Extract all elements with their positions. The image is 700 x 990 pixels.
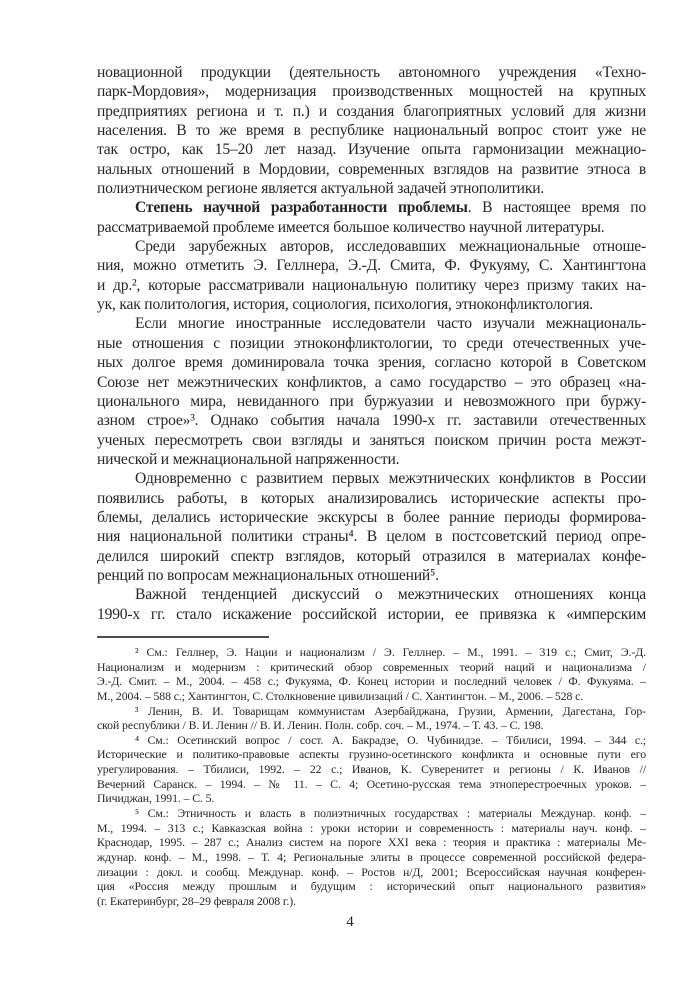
footnotes-block: [97, 645, 646, 909]
footnote-line: Национализм и модернизм : критический обзор современных теорий наций и национализма /: [97, 659, 646, 674]
footnote-line: ⁵ См.: Этничность и власть в полиэтничных государствах : материалы Междунар. конф. –: [135, 806, 646, 821]
text-line: новационной продукции (деятельность автономного учреждения «Техно-: [97, 64, 646, 81]
footnote-line: Исторические и политико-правовые аспекты грузино-осетинского конфликта и основные пути его: [97, 747, 646, 762]
footnote-line: урегулирования. – Тбилиси, 1992. – 22 с.; Иванов, К. Суверенитет и регионы / К. Иванов //: [97, 762, 646, 777]
text-line: ные отношения с позиции этноконфликтологии, то среди отечественных уче-: [97, 334, 646, 352]
text-line: парк-Мордовия», модернизация производственных мощностей на крупных: [97, 83, 646, 101]
text-line: Среди зарубежных авторов, исследовавших межнациональные отноше-: [135, 238, 646, 256]
footnote-line: ждунар. конф. – М., 1998. – Т. 4; Региональные элиты в процессе современной российской федера-: [97, 849, 646, 864]
text-line: ния, можно отметить Э. Геллнера, Э.-Д. Смита, Ф. Фукуяму, С. Хантингтона: [97, 257, 646, 275]
text-line: населения. В то же время в республике национальный вопрос стоит уже не: [97, 122, 646, 140]
text-line: ния национальной политики страны⁴. В целом в постсоветский период опре-: [97, 528, 646, 546]
text-line: . В настоящее время по: [467, 199, 646, 217]
body-text: [97, 63, 646, 624]
text-line: ционального мира, невиданного при буржуазии и невозможного при буржу-: [97, 392, 646, 410]
text-line: полиэтническом регионе является актуальной задачей этнополитики.: [97, 180, 545, 198]
text-line: ренций по вопросам межнациональных отношений⁵.: [97, 566, 439, 584]
footnote-line: ³ Ленин, В. И. Товарищам коммунистам Азербайджана, Грузии, Армении, Дагестана, Гор-: [135, 703, 646, 718]
text-line: рассматриваемой проблеме имеется большое количество научной литературы.: [97, 218, 605, 236]
text-line: ных долгое время доминировала точка зрения, согласно которой в Советском: [97, 354, 646, 372]
text-line: Союзе нет межэтнических конфликтов, а само государство – это образец «на-: [97, 373, 646, 391]
footnote-line: ской республики / В. И. Ленин // В. И. Ленин. Полн. собр. соч. – М., 1974. – Т. 43. – С. 198.: [97, 718, 544, 733]
text-line: ук, как политология, история, социология, психология, этноконфликтология.: [97, 296, 594, 314]
footnote-line: лизации : докл. и сообщ. Междунар. конф. – Ростов н/Д, 2001; Всероссийская научная конферен-: [97, 864, 646, 879]
text-line: Если многие иностранные исследователи часто изучали межнациональ-: [135, 315, 646, 333]
footnote-line: М., 2004. – 588 с.; Хантингтон, С. Столкновение цивилизаций / С. Хантингтон. – М., 2006. – 528 с.: [97, 688, 584, 703]
text-line: так остро, как 15–20 лет назад. Изучение опыта гармонизации межнацио-: [97, 141, 646, 159]
page-number: 4: [346, 914, 354, 930]
text-line: появились работы, в которых анализировались исторические аспекты про-: [97, 489, 646, 507]
text-line: нальных отношений в Мордовии, современных взглядов на развитие этноса в: [97, 160, 646, 178]
section-heading: Степень научной разработанности проблемы: [135, 199, 468, 217]
text-line: и др.², которые рассматривали национальную политику через призму таких на-: [97, 276, 646, 294]
footnote-line: ция «Россия между прошлым и будущим : исторический опыт национального развития»: [97, 879, 646, 894]
text-line: делился широкий спектр взглядов, который отразился в материалах конфе-: [97, 547, 646, 565]
text-line: Одновременно с развитием первых межэтнических конфликтов в России: [135, 470, 646, 488]
footnote-line: Э.-Д. Смит. – М., 2004. – 458 с.; Фукуяма, Ф. Конец истории и последний человек / Ф. Фукуяма. –: [97, 674, 646, 689]
footnote-line: Пичиджан, 1991. – С. 5.: [97, 791, 215, 806]
text-line: ученых пересмотреть свои взгляды и заняться поиском причин роста межэт-: [97, 431, 646, 449]
text-line: азном строе»³. Однако события начала 1990-х гг. заставили отечественных: [97, 412, 646, 430]
footnote-line: ² См.: Геллнер, Э. Нации и национализм / Э. Геллнер. – М., 1991. – 319 с.; Смит, Э.-Д.: [135, 645, 646, 659]
text-line: Важной тенденцией дискуссий о межэтнических отношениях конца: [135, 586, 646, 604]
text-line: блемы, делались исторические экскурсы в более ранние периоды формирова-: [97, 508, 646, 526]
text-line: нической и межнациональной напряженности.: [97, 450, 400, 468]
footnote-line: Вечерний Саранск. – 1994. – № 11. – С. 4; Осетино-русская тема этноперестроечных уроков. –: [97, 776, 646, 791]
text-line: 1990-х гг. стало искажение российской истории, ее привязка к «имперским: [97, 605, 646, 623]
footnote-line: Краснодар, 1995. – 287 с.; Анализ систем на пороге XXI века : теория и практика : материалы Ме-: [97, 835, 646, 850]
text-line: предприятиях региона и т. п.) и создания благоприятных условий для жизни: [97, 102, 646, 120]
text-line: [97, 198, 646, 217]
footnote-separator: [97, 636, 269, 638]
footnote-line: (г. Екатеринбург, 28–29 февраля 2008 г.).: [97, 893, 296, 908]
footnote-line: М., 1994. – 313 с.; Кавказская война : уроки истории и современность : материалы науч. конф. –: [97, 820, 646, 835]
footnote-line: ⁴ См.: Осетинский вопрос / сост. А. Бакрадзе, О. Чубинидзе. – Тбилиси, 1994. – 344 с.;: [135, 732, 646, 747]
